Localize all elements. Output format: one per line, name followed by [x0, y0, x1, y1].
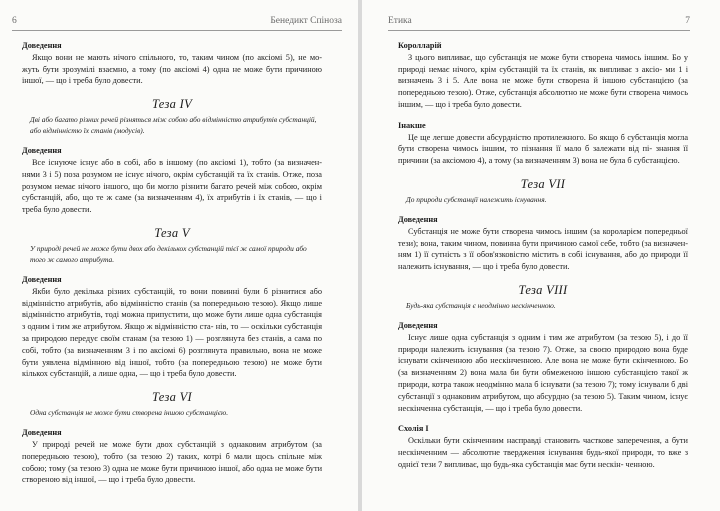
thesis-statement: [30, 114, 322, 136]
section-heading: Інакше: [398, 120, 426, 130]
thesis-line: До природи субстанції належить існування.: [406, 194, 547, 204]
section-gap: [22, 265, 322, 274]
text-line: З цього випливає, що субстанція не може бути створена чимось іншим. Бо: [408, 52, 681, 62]
text-line: нями 3 і 5) поза розумом не існує нічого, окрім субстанцій та їх станів. Отже,: [22, 169, 304, 179]
page-body: [398, 40, 688, 471]
text-line: у природі немає нічого, крім субстанцій та їх станів, як випливає з аксіо-: [398, 52, 689, 74]
section-heading: Доведення: [22, 146, 62, 156]
text-line: станів, — що і треба було довести.: [22, 193, 322, 215]
text-line: (за попередньою тезою). Отже, субстанція абсолютно не може бути створена: [398, 76, 688, 98]
text-line: дві субстанції з однаковим атрибутом, що абсурдно (за тезою 5). Таким чином,: [398, 379, 689, 401]
text-line: існувати скінченною або нескінченною. Але вона не може бути скінченною. Бо: [398, 356, 688, 366]
text-line: природи належить існування (за тезою 7). Отже, за своєю природою вона буде: [398, 344, 688, 354]
text-line: Це ще легше довести абсурдністю протилежного. Бо якщо б субстанція: [408, 132, 666, 142]
paragraph: [22, 52, 322, 87]
text-line: собою; тому (за тезою 3) одна не може бути причиною іншої, або одна не може: [22, 463, 304, 473]
text-line: (за попередньою тезою) не може бути кількох субстанцій, а лише одна, — що: [22, 357, 322, 379]
thesis-line: Будь-яка субстанція є неодмінно нескінченною.: [406, 300, 556, 310]
header-rule: [12, 30, 342, 31]
text-line: Якщо лише відмінністю атрибутів, тоді можна припустити, що може бути: [22, 298, 323, 320]
thesis-statement: [406, 300, 688, 311]
page-body: [22, 40, 322, 486]
text-line: лише одна субстанція з одним і тим же атрибутом. Якщо ж відмінністю ста-: [22, 310, 323, 332]
section-heading: Королларій: [398, 41, 442, 50]
section-gap: [398, 414, 688, 423]
text-line: (за визначенням 2) вона мала би бути обмеженою іншою субстанцією такої ж: [398, 368, 688, 378]
text-line: (за попередньою тезою), тобто (за тезою 2) таких, котрі б мали щось спільне між: [22, 439, 322, 461]
section-gap: [398, 111, 688, 120]
paragraph: [398, 52, 688, 111]
section-heading: Схолія I: [398, 424, 429, 434]
thesis-line: Дві або багато різних речей різняться між собою або відмінністю атрибутів: [30, 115, 278, 125]
section-gap: [22, 216, 322, 225]
paragraph: [398, 435, 688, 470]
right-page: [362, 0, 720, 511]
text-line: Все існуюче існує або в собі, або в іншому (по аксіомі 1), тобто (за визначен-: [32, 157, 322, 167]
paragraph: [22, 286, 322, 380]
header-rule: [388, 30, 690, 31]
thesis-title: Теза VIII: [518, 282, 568, 297]
text-line: могла бути створена чимось іншим, то пізнання її мало б залежати від пі-: [398, 132, 689, 154]
text-line: Якби було декілька різних субстанцій, то вони повинні були б різнитися: [32, 286, 306, 296]
text-line: ми 1 і визначень 3 і 5. Але вона не може бути створена й іншою субстанцією: [398, 64, 688, 86]
section-heading: Доведення: [22, 41, 62, 50]
section-gap: [398, 167, 688, 176]
text-line: бути створеною від іншої, — що і треба було довести.: [22, 463, 323, 485]
text-line: а бути нескінченним — абсолютне твердження існування будь-якої природи,: [398, 436, 688, 457]
thesis-title: Теза V: [154, 225, 190, 240]
thesis-statement: [406, 194, 688, 205]
section-gap: [398, 273, 688, 282]
text-line: і треба було довести.: [162, 369, 237, 379]
text-line: чимось іншим, — що і треба було довести.: [398, 88, 689, 109]
text-line: 1) — розглянута без станів, а сама по собі, тобто (за визначенням 3 і по аксіомі: [22, 333, 322, 355]
paragraph: [22, 439, 322, 486]
thesis-title: Теза VII: [520, 176, 566, 191]
paragraph: [398, 332, 688, 415]
text-line: або відмінністю атрибутів, або відмінністю станів (за попередньою тезою).: [22, 286, 322, 308]
text-line: природи, котра також неодмінно мала б існувати (за тезою 7); тому існували б: [398, 379, 676, 389]
thesis-statement: [30, 407, 322, 418]
page-number: 7: [685, 16, 690, 26]
thesis-statement: [30, 243, 322, 265]
section-gap: [22, 136, 322, 145]
section-heading: Доведення: [398, 214, 438, 224]
text-line: Існує лише одна субстанція з одним і тим же атрибутом (за тезою 5), і до її: [408, 332, 688, 342]
text-line: нів, то — оскільки субстанція за природою передує своїм станам (за тезою: [22, 322, 323, 343]
section-gap: [22, 380, 322, 389]
paragraph: [398, 132, 688, 167]
text-line: Оскільки бути скінченним насправді становить часткове заперечення,: [408, 436, 662, 446]
text-line: то вже з однієї тези 7 випливає, що будь-яка субстанція має бути нескін-: [398, 447, 689, 469]
running-title: Бенедикт Спіноза: [270, 16, 342, 26]
text-line: собою, окрім субстанцій, або, що те ж саме (за визначенням 4), їх атрибутів і їх: [22, 181, 323, 203]
section-gap: [22, 418, 322, 427]
text-line: ченною.: [625, 459, 655, 469]
section-gap: [398, 205, 688, 214]
text-line: 6) розглянута правильно, вона не може бути уявлена відмінною від іншої, тобто: [22, 345, 322, 367]
text-line: поза розумом немає нічого іншого, що би могло різнити багато речей між: [22, 169, 322, 191]
thesis-title: Теза IV: [151, 97, 193, 112]
text-line: жуть бути зрозумілі взаємно, а тому (по аксіомі 4) одна не може бути причиною: [22, 64, 322, 74]
thesis-title: Теза VI: [151, 390, 193, 405]
text-line: субстанцією.: [633, 156, 680, 166]
left-page: [0, 0, 358, 511]
section-heading: Доведення: [398, 320, 438, 330]
text-line: У природі речей не може бути двох субстанцій з однаковим атрибутом: [32, 439, 308, 449]
text-line: Субстанція не може бути створена чимось іншим (за короларієм попередньої: [408, 226, 688, 236]
thesis-line: Одна субстанція не може бути створена іншою субстанцією.: [30, 408, 229, 418]
section-gap: [22, 87, 322, 96]
text-line: тези); вона, таким чином, повинна бути причиною самої себе, тобто (за визначен-: [398, 238, 688, 248]
thesis-line: субстанцій, або відмінністю їх станів (модусів).: [30, 115, 317, 136]
text-line: іншої, — що і треба було довести.: [22, 76, 143, 86]
paragraph: [398, 226, 688, 273]
text-line: Якщо вони не мають нічого спільного, то, таким чином (по аксіомі 5), не мо-: [32, 52, 322, 62]
section-heading: Доведення: [22, 274, 62, 284]
page-number: 6: [12, 16, 17, 26]
thesis-line: У природі речей не може бути двох або декількох субстанцій тієї ж самої природи: [30, 243, 294, 253]
section-gap: [398, 311, 688, 320]
paragraph: [22, 157, 322, 216]
text-line: існує нескінченна субстанція, — що і треба було довести.: [398, 391, 688, 413]
text-line: ням 1) її сутність з її обов'язковістю містить в собі існування, або до природи: [398, 250, 681, 260]
text-line: її належить існування, — що і треба було довести.: [398, 250, 689, 272]
section-heading: Доведення: [22, 428, 62, 438]
text-line: знання її причини (за аксіомою 4), а тому (за визначенням 3) вона не була б: [398, 144, 688, 166]
thesis-line: або того ж самого атрибута.: [30, 243, 307, 264]
running-title: Етика: [388, 16, 412, 26]
